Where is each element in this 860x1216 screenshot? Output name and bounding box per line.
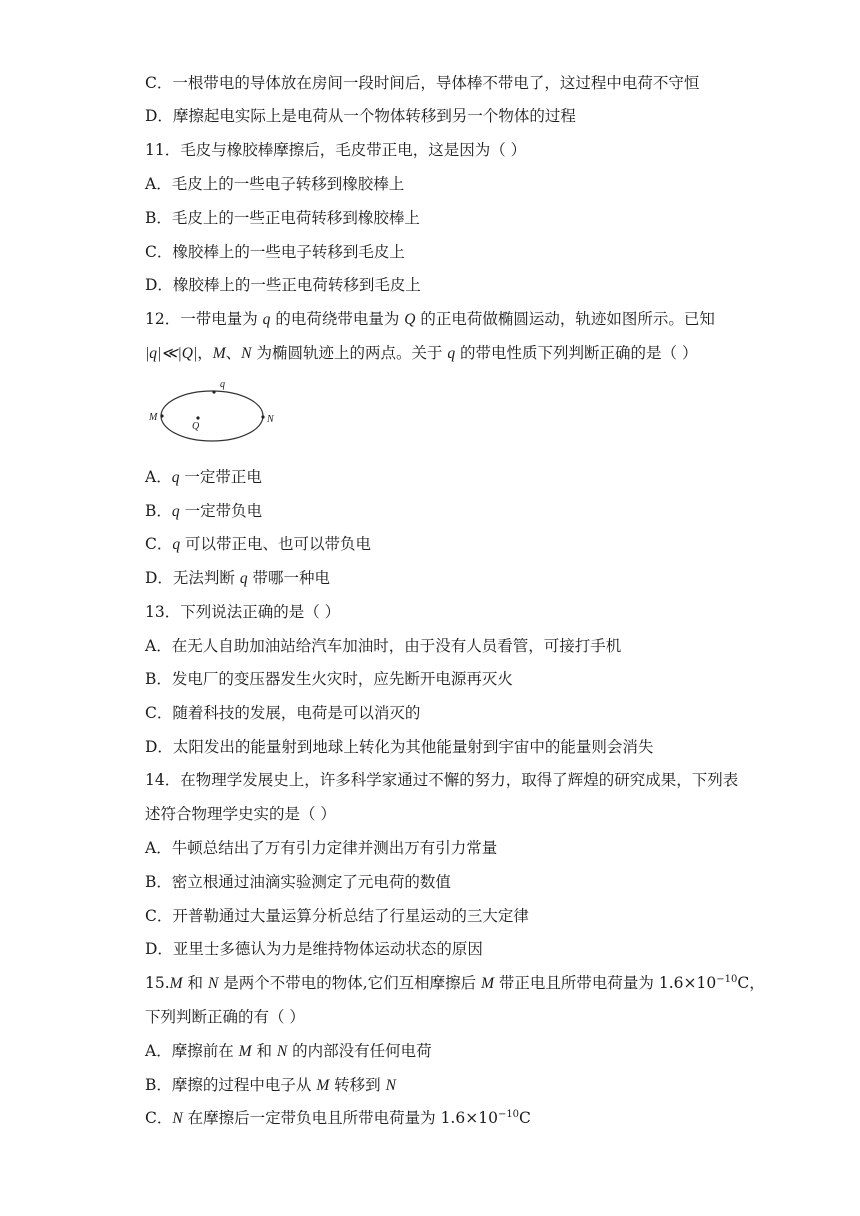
q12-stem-line2: |q|≪|Q|，M、N 为椭圆轨迹上的两点。关于 q 的带电性质下列判断正确的是（ ）: [145, 344, 698, 362]
q12-option-d: D．无法判断 q 带哪一种电: [145, 569, 331, 587]
q14-option-d: D．亚里士多德认为力是维持物体运动状态的原因: [145, 940, 483, 958]
q12-option-c: C．q 可以带正电、也可以带负电: [145, 535, 372, 553]
q13-option-a: A．在无人自助加油站给汽车加油时，由于没有人员看管，可接打手机: [145, 637, 622, 655]
q12-stem-line1: 12．一带电量为 q 的电荷绕带电量为 Q 的正电荷做椭圆运动，轨迹如图所示。已知: [145, 310, 715, 328]
q11-option-d: D．橡胶棒上的一些正电荷转移到毛皮上: [145, 276, 421, 294]
q15-option-a: A．摩擦前在 M 和 N 的内部没有任何电荷: [145, 1042, 432, 1060]
point-n: [261, 415, 264, 418]
point-q: [212, 390, 215, 393]
label-n: N: [267, 414, 274, 425]
label-m: M: [149, 412, 158, 423]
point-m: [160, 414, 163, 417]
q13-option-c: C．随着科技的发展，电荷是可以消灭的: [145, 704, 421, 722]
q11-option-c: C．橡胶棒上的一些电子转移到毛皮上: [145, 243, 405, 261]
point-center-q: [196, 416, 199, 419]
q10-option-c: C．一根带电的导体放在房间一段时间后，导体棒不带电了，这过程中电荷不守恒: [145, 74, 700, 92]
q14-stem-line1: 14．在物理学发展史上，许多科学家通过不懈的努力，取得了辉煌的研究成果，下列表: [145, 771, 739, 789]
q11-option-b: B．毛皮上的一些正电荷转移到橡胶棒上: [145, 209, 420, 227]
q10-option-d: D．摩擦起电实际上是电荷从一个物体转移到另一个物体的过程: [145, 107, 576, 125]
q13-option-b: B．发电厂的变压器发生火灾时，应先断开电源再灭火: [145, 670, 513, 688]
q13-stem: 13．下列说法正确的是（ ）: [145, 603, 341, 621]
q12-option-a: A．q 一定带正电: [145, 468, 262, 486]
label-center-q: Q: [192, 421, 200, 432]
q15-stem-line2: 下列判断正确的有（ ）: [145, 1008, 305, 1026]
q14-option-b: B．密立根通过油滴实验测定了元电荷的数值: [145, 873, 451, 891]
ellipse-orbit-figure: [145, 378, 285, 448]
q14-option-c: C．开普勒通过大量运算分析总结了行星运动的三大定律: [145, 907, 529, 925]
q12-option-b: B．q 一定带负电: [145, 502, 263, 520]
q11-option-a: A．毛皮上的一些电子转移到橡胶棒上: [145, 175, 405, 193]
q15-option-b: B．摩擦的过程中电子从 M 转移到 N: [145, 1076, 396, 1094]
q15-option-c: C．N 在摩擦后一定带负电且所带电荷量为 $1.6\times 10^{-10}C$: [145, 1109, 531, 1127]
q13-option-d: D．太阳发出的能量射到地球上转化为其他能量射到宇宙中的能量则会消失: [145, 738, 654, 756]
q14-stem-line2: 述符合物理学史实的是（ ）: [145, 805, 336, 823]
q15-stem-line1: 15.M 和 N 是两个不带电的物体,它们互相摩擦后 M 带正电且所带电荷量为 $1.6\times 10^{-10}C$，: [145, 974, 765, 992]
orbit-ellipse: [161, 391, 263, 441]
label-q: q: [220, 379, 225, 390]
q14-option-a: A．牛顿总结出了万有引力定律并测出万有引力常量: [145, 839, 498, 857]
q11-stem: 11．毛皮与橡胶棒摩擦后，毛皮带正电，这是因为（ ）: [145, 141, 527, 159]
